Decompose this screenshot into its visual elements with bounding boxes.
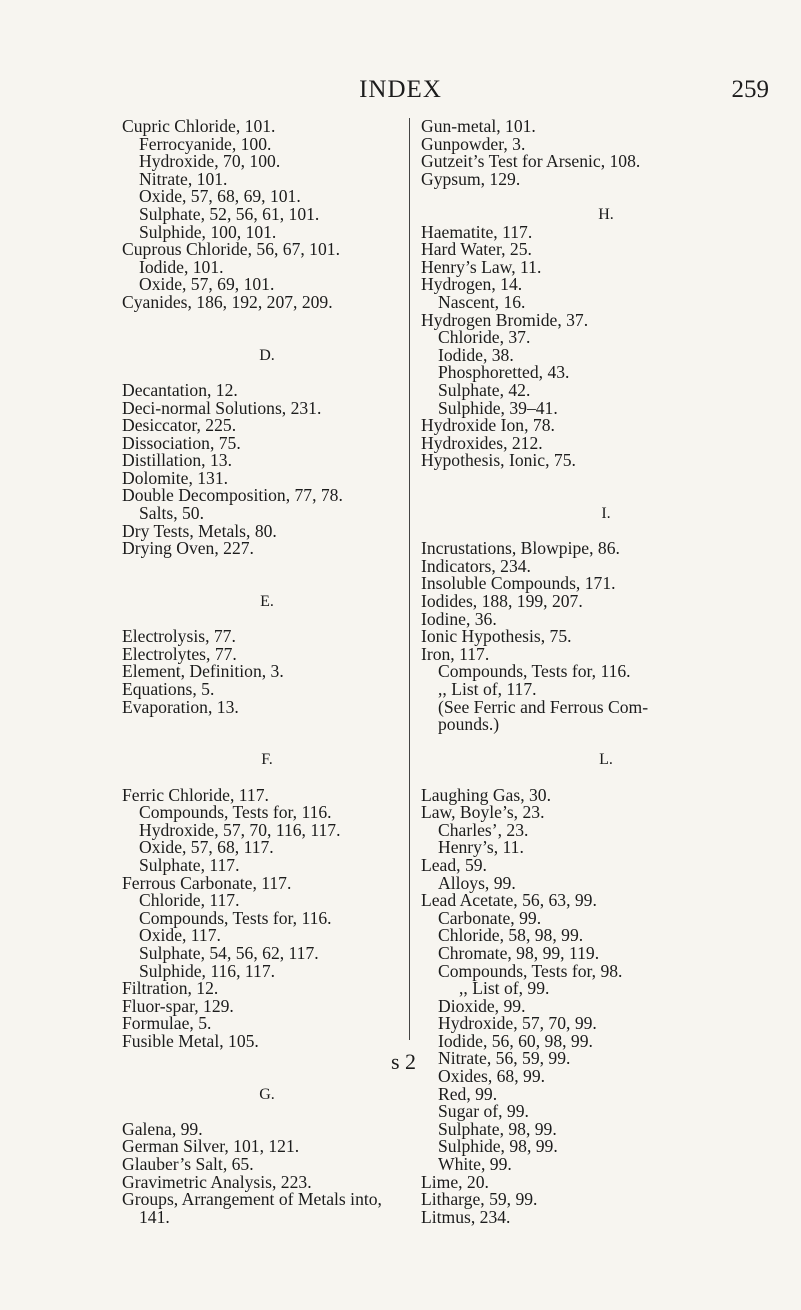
index-subentry: Alloys, 99. [438,872,516,893]
blank-line [122,312,412,330]
index-entry: Litharge, 59, 99. [421,1189,538,1210]
index-subentry: Phosphoretted, 43. [438,362,570,383]
index-subentry: Sulphate, 117. [139,854,240,875]
index-entry: Dissociation, 75. [122,432,241,453]
index-subentry: Henry’s, 11. [438,837,524,858]
index-entry: Decantation, 12. [122,379,238,400]
index-entry: Lead, 59. [421,854,487,875]
index-subentry: Sulphate, 98, 99. [438,1118,557,1139]
index-entry: Litmus, 234. [421,1206,511,1227]
index-entry: Law, Boyle’s, 23. [421,802,545,823]
section-letter: G. [259,1085,275,1103]
index-entry: Element, Definition, 3. [122,661,284,682]
index-entry: Groups, Arrangement of Metals into, [122,1189,382,1210]
index-subentry: Hydroxide, 57, 70, 99. [438,1013,597,1034]
index-subentry: Chloride, 58, 98, 99. [438,925,584,946]
blank-line [122,329,412,347]
page-number: 259 [731,76,769,103]
index-entry: Cupric Chloride, 101. [122,116,276,136]
index-entry: Hydrogen Bromide, 37. [421,309,589,330]
index-subentry: Hydroxide, 57, 70, 116, 117. [139,819,341,840]
index-subentry: ,, List of, 99. [459,978,550,999]
blank-line [122,734,412,752]
index-subentry: Sulphide, 98, 99. [438,1136,558,1157]
index-entry: Hydroxides, 212. [421,432,543,453]
index-entry: Lead Acetate, 56, 63, 99. [421,890,597,911]
index-entry: Ferric Chloride, 117. [122,784,269,805]
index-entry: Filtration, 12. [122,978,219,999]
blank-line [421,188,791,206]
index-entry: Hydroxide Ion, 78. [421,415,555,436]
index-column-right [421,118,791,1226]
index-entry: Incrustations, Blowpipe, 86. [421,538,620,559]
index-subentry: (See Ferric and Ferrous Com- [438,696,649,717]
index-subentry: Iodide, 38. [438,344,514,365]
index-subentry: Nascent, 16. [438,291,526,312]
index-subentry: Sulphate, 54, 56, 62, 117. [139,942,319,963]
index-subentry: Sulphate, 52, 56, 61, 101. [139,203,320,224]
index-entry: Deci-normal Solutions, 231. [122,397,322,418]
index-entry: Haematite, 117. [421,221,533,242]
index-entry: Cuprous Chloride, 56, 67, 101. [122,239,340,260]
index-entry: Gunpowder, 3. [421,133,526,154]
index-subentry: ,, List of, 117. [438,679,537,699]
section-letter: H. [598,205,614,223]
index-entry: Distillation, 13. [122,450,232,471]
index-subentry: Chromate, 98, 99, 119. [438,942,600,963]
index-subentry: Sugar of, 99. [438,1101,529,1122]
index-entry: Glauber’s Salt, 65. [122,1154,254,1175]
blank-line [122,769,412,787]
index-subentry: Sulphate, 42. [438,379,531,400]
blank-line [421,769,791,787]
index-entry: Iodides, 188, 199, 207. [421,591,583,612]
column-divider [409,118,410,1040]
index-subentry: Sulphide, 39–41. [438,397,558,418]
page-title: INDEX [359,76,442,103]
section-letter: L. [599,751,613,769]
signature-mark: s 2 [391,1049,417,1074]
index-subentry: Iodide, 101. [139,256,224,277]
index-subentry: Chloride, 37. [438,327,531,348]
index-subentry: pounds.) [438,714,500,735]
index-entry: Evaporation, 13. [122,696,239,717]
index-entry: Dry Tests, Metals, 80. [122,520,277,541]
index-entry: Gun-metal, 101. [421,116,536,136]
index-subentry: Sulphide, 116, 117. [139,960,276,981]
index-entry: Lime, 20. [421,1171,489,1192]
index-entry: Iron, 117. [421,643,490,664]
index-entry: Double Decomposition, 77, 78. [122,485,343,506]
index-entry: Laughing Gas, 30. [421,784,551,805]
blank-line [122,558,412,576]
index-subentry: Salts, 50. [139,503,205,524]
blank-line [421,487,791,505]
index-entry: Gutzeit’s Test for Arsenic, 108. [421,151,641,172]
index-entry: Drying Oven, 227. [122,538,254,559]
index-subentry: Chloride, 117. [139,890,240,911]
index-subentry: Hydroxide, 70, 100. [139,151,281,172]
index-column-left [122,118,412,1226]
blank-line [122,1068,412,1086]
index-entry: Iodine, 36. [421,608,497,629]
index-entry: Hydrogen, 14. [421,274,523,295]
index-entry: Henry’s Law, 11. [421,256,542,277]
index-entry: Gypsum, 129. [421,168,521,189]
index-entry: Ionic Hypothesis, 75. [421,626,572,647]
index-entry: Indicators, 234. [421,555,531,576]
index-entry: Galena, 99. [122,1118,203,1139]
index-entry: Cyanides, 186, 192, 207, 209. [122,291,333,312]
index-entry: Fusible Metal, 105. [122,1030,259,1051]
index-subentry: Oxide, 57, 69, 101. [139,274,275,295]
blank-line [421,470,791,488]
index-subentry: Oxide, 117. [139,925,221,946]
index-subentry: Carbonate, 99. [438,907,542,928]
index-entry: Fluor-spar, 129. [122,995,234,1016]
index-entry: Dolomite, 131. [122,467,229,488]
blank-line [421,734,791,752]
index-subentry: Iodide, 56, 60, 98, 99. [438,1030,593,1051]
index-entry: Gravimetric Analysis, 223. [122,1171,312,1192]
index-subentry: Oxide, 57, 68, 117. [139,837,274,858]
blank-line [122,1050,412,1068]
index-subentry: 141. [139,1206,170,1227]
index-subentry: Ferrocyanide, 100. [139,133,272,154]
index-subentry: Oxide, 57, 68, 69, 101. [139,186,301,207]
index-subentry: Red, 99. [438,1083,498,1104]
index-entry: Equations, 5. [122,679,215,699]
index-entry: German Silver, 101, 121. [122,1136,300,1157]
index-entry: Electrolytes, 77. [122,643,237,664]
index-subentry: Compounds, Tests for, 98. [438,960,623,981]
index-subentry: White, 99. [438,1154,512,1175]
index-entry: Hypothesis, Ionic, 75. [421,450,576,471]
index-entry: Electrolysis, 77. [122,626,236,647]
index-subentry: Oxides, 68, 99. [438,1066,546,1087]
index-subentry: Sulphide, 100, 101. [139,221,277,242]
blank-line [122,716,412,734]
index-subentry: Compounds, Tests for, 116. [139,907,332,928]
index-entry: Ferrous Carbonate, 117. [122,872,292,893]
index-subentry: Compounds, Tests for, 116. [438,661,631,682]
section-letter: I. [601,505,611,523]
blank-line [122,575,412,593]
index-entry: Hard Water, 25. [421,239,532,260]
index-entry: Formulae, 5. [122,1013,212,1034]
index-subentry: Charles’, 23. [438,819,529,840]
section-letter: D. [259,346,275,364]
section-letter: E. [260,593,274,611]
index-entry: Insoluble Compounds, 171. [421,573,616,594]
section-letter: F. [261,751,273,769]
index-subentry: Nitrate, 56, 59, 99. [438,1048,571,1069]
index-subentry: Dioxide, 99. [438,995,526,1016]
index-subentry: Nitrate, 101. [139,168,228,189]
index-subentry: Compounds, Tests for, 116. [139,802,332,823]
index-entry: Desiccator, 225. [122,415,237,436]
